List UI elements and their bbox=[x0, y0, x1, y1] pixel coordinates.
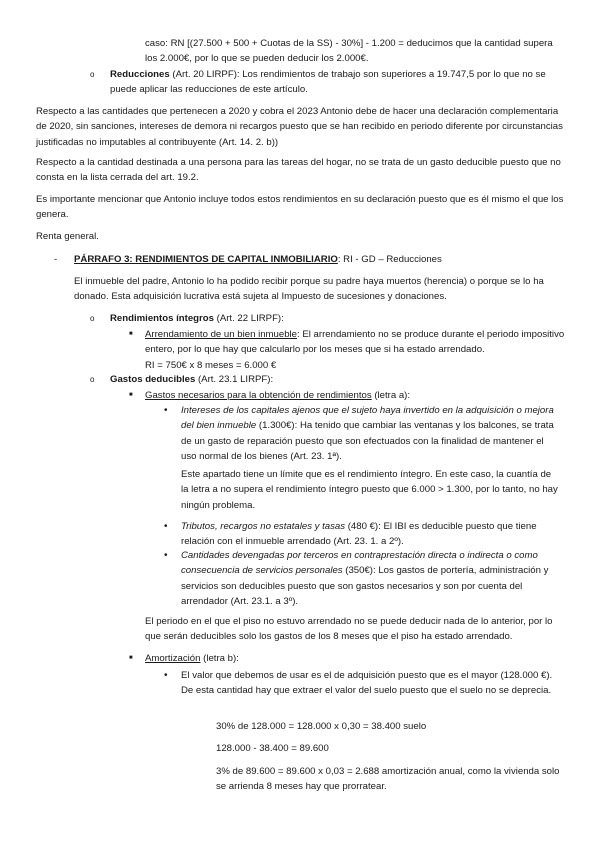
intereses-item bbox=[181, 403, 559, 465]
dot-bullet-icon: • bbox=[164, 521, 168, 532]
square-bullet-icon: ■ bbox=[129, 392, 133, 398]
amortizacion-title: Amortización bbox=[145, 653, 201, 664]
circle-bullet-icon: o bbox=[90, 375, 95, 384]
tributos-italic: Tributos, recargos no estatales y tasas bbox=[181, 521, 346, 532]
dot-bullet-icon: • bbox=[164, 550, 168, 561]
limite-paragraph: Este apartado tiene un límite que es el rendimiento íntegro. En este caso, la cuantía de la letra a no supera el rendimiento íntegro puesto que 6.000 > 1.300, por lo tanto, no hay ningún problema. bbox=[181, 469, 558, 511]
gd-art: (Art. 23.1 LIRPF): bbox=[195, 374, 274, 385]
calc-amortizacion: 3% de 89.600 = 89.600 x 0,03 = 2.688 amortización anual, como la vivienda solo se arrienda 8 meses hay que prorratear. bbox=[216, 766, 560, 793]
rn-calc-paragraph: caso: RN [(27.500 + 500 + Cuotas de la SS) - 30%] - 1.200 = deducimos que la cantidad supera los 2.000€, por lo que se pueden deducir los 2.000€. bbox=[145, 38, 553, 65]
square-bullet-icon: ■ bbox=[129, 655, 133, 661]
parrafo-3-rest: : RI - GD – Reducciones bbox=[337, 254, 442, 265]
gastos-necesarios-heading bbox=[145, 388, 565, 403]
tareas-hogar-paragraph: Respecto a la cantidad destinada a una persona para las tareas del hogar, no se trata de un gasto deducible puesto que no consta en la lista cerrada del art. 19.2. bbox=[36, 157, 561, 184]
reducciones-title: Reducciones bbox=[110, 69, 170, 80]
square-bullet-icon: ■ bbox=[129, 331, 133, 337]
dash-bullet-icon: - bbox=[54, 254, 58, 265]
gastos-necesarios-title: Gastos necesarios para la obtención de rendimientos bbox=[145, 390, 372, 401]
arrendamiento-text: : El arrendamiento no se produce durante el periodo impositivo entero, por lo que hay que calcularlo por los meses que si ha estado arrendado. bbox=[145, 329, 565, 356]
parrafo-3-heading bbox=[74, 252, 574, 267]
gd-heading bbox=[110, 372, 570, 387]
ri-calc: RI = 750€ x 8 meses = 6.000 € bbox=[145, 359, 277, 371]
tributos-item bbox=[181, 519, 559, 550]
reducciones-item bbox=[110, 67, 570, 98]
intereses-text: (1.300€): Ha tenido que cambiar las ventanas y los balcones, se trata de un gasto de reparación puesto que son efectuados con la finalidad de mantener el uso normal de los bienes (Art. 23. 1ª). bbox=[181, 420, 554, 463]
arrendamiento-title: Arrendamiento de un bien inmueble bbox=[145, 329, 298, 340]
circle-bullet-icon: o bbox=[90, 314, 95, 323]
ri-heading bbox=[110, 311, 570, 326]
amortizacion-heading bbox=[145, 651, 565, 666]
gd-title: Gastos deducibles bbox=[110, 374, 196, 385]
dot-bullet-icon: • bbox=[164, 670, 168, 681]
cantidades-item bbox=[181, 548, 559, 610]
complementaria-paragraph: Respecto a las cantidades que pertenecen a 2020 y cobra el 2023 Antonio debe de hacer una declaración complementaria de 2020, sin sanciones, intereses de demora ni recargos puesto que se han recibido en periodo diferente por circunstancias justificadas no imputables al contribuyente (Art. 14. 2. b)) bbox=[36, 106, 563, 148]
arrendamiento-item bbox=[145, 327, 565, 373]
ri-art: (Art. 22 LIRPF): bbox=[213, 313, 284, 324]
calc-suelo: 30% de 128.000 = 128.000 x 0,30 = 38.400 suelo bbox=[216, 721, 427, 732]
cantidades-italic: Cantidades devengadas por terceros en contraprestación directa o indirecta o como consecuencia de servicios personales bbox=[181, 550, 538, 577]
tributos-text: (480 €): El IBI es deducible puesto que tiene relación con el inmueble arrendado (Art. 23. 1. a 2º). bbox=[181, 521, 537, 548]
gastos-necesarios-rest: (letra a): bbox=[371, 390, 411, 401]
renta-general-label: Renta general. bbox=[36, 231, 99, 242]
inmueble-paragraph: El inmueble del padre, Antonio lo ha podido recibir porque su padre haya muertos (herencia) o porque se lo ha donado. Esta adquisición lucrativa está sujeta al Impuesto de sucesiones y donaciones. bbox=[74, 276, 544, 303]
amortizacion-rest: (letra b): bbox=[200, 653, 239, 664]
intereses-italic: Intereses de los capitales ajenos que el sujeto haya invertido en la adquisición o mejora del bien inmueble bbox=[181, 405, 554, 432]
rendimientos-paragraph: Es importante mencionar que Antonio incluye todos estos rendimientos en su declaración puesto que es él mismo el que los genera. bbox=[36, 194, 564, 221]
circle-bullet-icon: o bbox=[90, 70, 95, 79]
periodo-paragraph: El periodo en el que el piso no estuvo arrendado no se puede deducir nada de lo anterior, por lo que serán deducibles solo los gastos de los 8 meses que el piso ha estado arrendado. bbox=[145, 616, 553, 643]
dot-bullet-icon: • bbox=[164, 405, 168, 416]
parrafo-3-title: PÁRRAFO 3: RENDIMIENTOS DE CAPITAL INMOBILIARIO bbox=[74, 254, 338, 265]
cantidades-text: (350€): Los gastos de portería, administración y servicios son deducibles puesto que son gastos necesarios y son por cuenta del arrendador (Art. 23.1. a 3º). bbox=[181, 565, 549, 608]
calc-resta: 128.000 - 38.400 = 89.600 bbox=[216, 743, 329, 754]
ri-title: Rendimientos íntegros bbox=[110, 313, 214, 324]
reducciones-text: (Art. 20 LIRPF): Los rendimientos de trabajo son superiores a 19.747,5 por lo que no se puede aplicar las reducciones de este artículo. bbox=[110, 69, 546, 96]
valor-item: El valor que debemos de usar es el de adquisición puesto que es el mayor (128.000 €). De esta cantidad hay que extraer el valor del suelo puesto que el suelo no se deprecia. bbox=[181, 670, 553, 697]
